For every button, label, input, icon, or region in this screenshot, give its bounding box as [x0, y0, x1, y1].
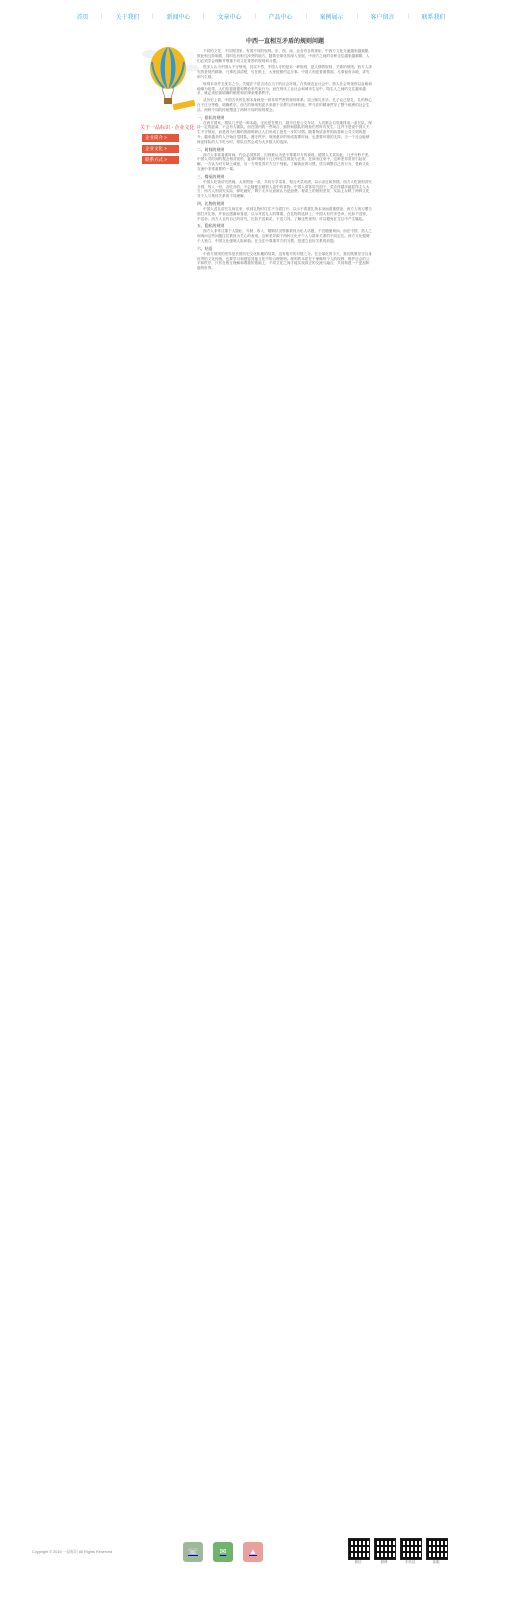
sidebar-button-contact[interactable]: 联系方式 > [142, 156, 179, 164]
article-title: 中西一直相互矛盾的规则问题 [245, 39, 324, 45]
article-body [197, 49, 373, 271]
nav-item-cases[interactable]: 案例展示 [319, 14, 344, 21]
nav-item-news[interactable]: 新闻中心 [166, 14, 191, 21]
qr-code-icon [426, 1538, 448, 1560]
back-to-top-button[interactable] [243, 1542, 263, 1562]
nav-item-contact[interactable]: 联系我们 [421, 14, 446, 21]
qr-label: 手机站 [404, 1560, 416, 1564]
nav-divider [357, 13, 358, 19]
nav-divider [203, 13, 204, 19]
article-content [197, 36, 373, 1498]
article-paragraph: 很多人认为中国人不守规则，其实不然，中国人守的是另一种规则，是人情的规则、关系的规则。西方人讲究的是契约精神，凡事先讲清楚，写在纸上，大家按照约定办事。中国人则更看重情面，凡事留有余地，讲究和气生财。 [197, 65, 372, 79]
qr-code-icon [374, 1538, 396, 1560]
up-icon: ▲ [249, 1547, 257, 1556]
section-heading: 二、时间的规则 [197, 146, 225, 152]
balloon-logo [140, 40, 200, 120]
message-button[interactable] [213, 1542, 233, 1562]
nav-divider [306, 13, 307, 19]
nav-divider [101, 13, 102, 19]
nav-item-guestbook[interactable]: 客户留言 [370, 14, 395, 21]
nav-item-home[interactable]: 首页 [76, 14, 89, 21]
qr-label: 微信 [354, 1560, 362, 1564]
section-text: 中西方规则的差异是长期历史文化积累的结果，没有绝对的对错之分。在全球化的今天，我们既要坚守自身优秀的文化传统，也要学习和借鉴其他文化中的合理规则。规则的本质在于保障每个人的权利，维护社会的公平和秩序。只有在相互理解和尊重的基础上，不同文化之间才能实现真正的交流与融合，共同构建一个更加和谐的世界。 [197, 251, 372, 271]
sidebar [140, 40, 200, 164]
article-paragraph: 不同的文化、不同的国家，有着不同的规则。东、西、南、北各有各的规矩，中西方文化交流越来越频繁，彼此相互影响着，同时也有相互冲突的地方。随着全球化的深入发展，中西方之间的各种交往越来越频繁，人们必须学会理解并尊重不同文化背景的规则和习惯。 [197, 49, 372, 63]
qr-label: 客服 [432, 1560, 440, 1564]
sidebar-button-culture[interactable]: 企业文化 > [142, 145, 179, 153]
qr-code-icon [400, 1538, 422, 1560]
section-text: 在西方国家，排队几乎是一种本能。无论是在银行、超市还是公交车站，人们都会自觉地排成一条长队，保持一定的距离，不会有人插队。而在国内的一些场合，拥挤和插队的现象仍然时有发生。这并不是说中国人天生不守规矩，而是因为长期的资源短缺让人们形成了抢先一步的习惯。随着物质条件的改善和公共文明的提升，越来越多的人开始自觉排队，遵守秩序。规则意识的形成需要时间，也需要环境的支持。当一个社会能够保证排队的人不吃亏时，排队自然会成为大多数人的选择。 [197, 120, 372, 144]
qr-label: 微博 [380, 1560, 388, 1564]
sidebar-button-profile[interactable]: 企业简介 > [142, 134, 179, 142]
section-text: 中国人吃饭讲究热闹，大家围坐一桌，共同分享菜肴，相互夹菜劝酒，以示亲近和热情。西方人吃饭则讲究分餐，每人一份，各吃各的，不会随便去碰别人盘中的食物。中国人请客讲究面子，菜点得越多越显得主人大方；西方人则讲究实际，够吃就好，剩下太多反而被认为是浪费。餐桌上的规则差异，实际上反映了两种文化对个人与集体关系的不同理解。 [197, 179, 372, 199]
phone-icon: ☏ [187, 1547, 198, 1556]
section-text: 西方人非常注重个人隐私，年龄、收入、婚姻状况等都被视为私人话题，不宜随便询问。而在中国，熟人之间询问这些问题往往被视为关心的表现。这种差异源于两种文化中个人与群体关系的不同定位。西方文化强调个人独立，中国文化强调人际和谐。在交往中尊重对方的习惯，是建立良好关系的前提。 [197, 229, 372, 243]
section-heading: 六、结语 [197, 245, 213, 251]
nav-item-articles[interactable]: 文章中心 [217, 14, 242, 21]
phone-button[interactable] [183, 1542, 203, 1562]
section-heading: 一、排队的规则 [197, 114, 225, 120]
nav-divider [255, 13, 256, 19]
section-heading: 四、礼物的规则 [197, 200, 225, 206]
nav-divider [408, 13, 409, 19]
nav-item-products[interactable]: 产品中心 [268, 14, 293, 21]
nav-item-about[interactable]: 关于我们 [115, 14, 140, 21]
nav-divider [152, 13, 153, 19]
article-paragraph: 从历史上看，中国古代的礼制本身就是一套非常严密的规则体系。周公制礼作乐，孔子克己复礼，礼的核心在于区分等级、明确秩序。西方的规则则更多来源于宗教与法律传统，罗马法的精神贯穿了整个欧洲的社会生活。两种不同的传统塑造了两种不同的规则观念。 [197, 98, 372, 112]
message-icon: ✉ [219, 1547, 227, 1556]
copyright-text: Copyright © 2016 一品标识 All Rights Reserved [32, 1550, 113, 1554]
footer [0, 1505, 522, 1600]
section-text: 西方人非常看重时间，约会必须准时，迟到被认为是不尊重对方的表现。德国人尤其如此，几乎分秒不差。中国人对时间的观念相对宽松，宴请时晚到十几分钟往往被视为正常。在商务往来中，这种差异常常引起误解。一方认为对方缺乏诚意，另一方则觉得对方过于刻板。了解彼此的习惯，适当调整自己的行为，是跨文化交流中非常重要的一课。 [197, 152, 372, 171]
section-text: 中国人送礼讲究礼尚往来，收到礼物时往往不当面打开，以示不看重礼物本身而看重情谊；西方人则习惯当面打开礼物，并表达感谢和喜爱，以示对送礼人的尊重。在礼物的选择上，中国人有许多忌讳，比如不送钟、不送伞；西方人也有自己的讲究，比如不送菊花、不送刀具。了解这些规则，可以避免在交往中产生尴尬。 [197, 206, 372, 221]
qr-code-icon [348, 1538, 370, 1560]
sidebar-subtitle: 关于一品标识 · 企业文化 [140, 125, 195, 131]
article-paragraph: 规则本身并无优劣之分，关键在于是否适合当下的社会环境。在传统农业社会中，熟人社会的规则以血缘和地缘为纽带，人们依靠道德和舆论来约束行为；而在现代工业社会和城市生活中，陌生人之间的交往越来越多，就必须依靠明确的制度和法律来维系秩序。 [197, 81, 372, 96]
section-heading: 五、隐私的规则 [197, 223, 225, 229]
section-heading: 三、餐桌的规则 [197, 173, 225, 179]
balloon-icon [140, 40, 200, 122]
top-nav [0, 0, 522, 32]
